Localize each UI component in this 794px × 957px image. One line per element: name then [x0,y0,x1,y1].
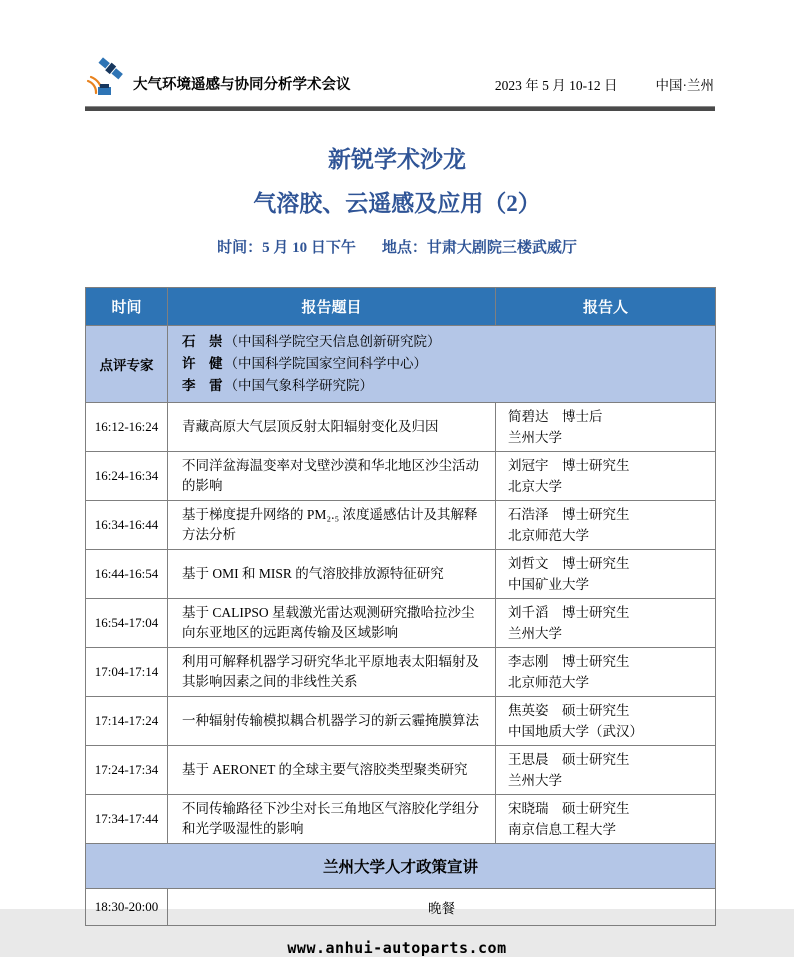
presenter-name: 石浩泽 博士研究生 [508,507,630,522]
talk-presenter-cell [496,746,716,795]
table-row [86,599,716,648]
banner-row [86,844,716,889]
expert-affiliation: （中国科学院国家空间科学中心） [224,356,427,371]
talk-time: 16:34-16:44 [86,501,168,550]
dinner-label: 晚餐 [168,889,716,926]
dinner-time: 18:30-20:00 [86,889,168,926]
talk-time: 16:44-16:54 [86,550,168,599]
table-row [86,697,716,746]
header-meta [495,74,714,98]
talk-time: 16:54-17:04 [86,599,168,648]
conference-name: 大气环境遥感与协同分析学术会议 [133,77,351,93]
talk-title: 利用可解释机器学习研究华北平原地表太阳辐射及其影响因素之间的非线性关系 [168,648,496,697]
column-time: 时间 [86,288,168,326]
presenter-name: 宋晓瑞 硕士研究生 [508,801,630,816]
header-row [86,288,716,326]
presenter-name: 李志刚 博士研究生 [508,654,630,669]
presenter-affiliation: 北京师范大学 [508,675,589,690]
expert-name: 石 崇 [182,334,223,349]
session-info [0,236,794,257]
page-header [0,0,794,98]
talk-title: 基于 CALIPSO 星载激光雷达观测研究撒哈拉沙尘向东亚地区的远距离传输及区域影响 [168,599,496,648]
session-place: 地点：甘肃大剧院三楼武威厅 [381,240,577,256]
dinner-row [86,889,716,926]
talk-presenter-cell [496,795,716,844]
presenter-name: 焦英姿 硕士研究生 [508,703,630,718]
table-header [86,288,716,326]
page-footer-url: www.anhui-autoparts.com [287,939,507,957]
talk-title: 基于 AERONET 的全球主要气溶胶类型聚类研究 [168,746,496,795]
talk-time: 17:24-17:34 [86,746,168,795]
presenter-affiliation: 北京大学 [508,479,562,494]
table-row [86,648,716,697]
session-title: 新锐学术沙龙 [328,147,466,172]
presenter-affiliation: 南京信息工程大学 [508,822,616,837]
talk-title: 青藏高原大气层顶反射太阳辐射变化及归因 [168,403,496,452]
talk-presenter-cell [496,648,716,697]
talk-presenter-cell [496,403,716,452]
talk-title: 基于梯度提升网络的 PM₂.₅ 浓度遥感估计及其解释方法分析 [168,501,496,550]
header-divider [85,106,715,111]
talk-title: 不同洋盆海温变率对戈壁沙漠和华北地区沙尘活动的影响 [168,452,496,501]
talk-presenter-cell [496,599,716,648]
table-row [86,403,716,452]
conference-location: 中国·兰州 [655,78,714,93]
talk-time: 16:12-16:24 [86,403,168,452]
expert-line [182,331,705,353]
presenter-name: 刘哲文 博士研究生 [508,556,630,571]
table-row [86,550,716,599]
talk-title: 不同传输路径下沙尘对长三角地区气溶胶化学组分和光学吸湿性的影响 [168,795,496,844]
expert-name: 李 雷 [182,378,223,393]
schedule-table [85,287,716,926]
talk-presenter-cell [496,501,716,550]
table-row [86,452,716,501]
talk-time: 17:04-17:14 [86,648,168,697]
session-subtitle: 气溶胶、云遥感及应用（2） [253,191,541,216]
table-row [86,501,716,550]
expert-affiliation: （中国气象科学研究院） [224,378,373,393]
expert-affiliation: （中国科学院空天信息创新研究院） [224,334,441,349]
table-row [86,795,716,844]
talk-presenter-cell [496,697,716,746]
presenter-name: 刘冠宇 博士研究生 [508,458,630,473]
talk-title: 一种辐射传输模拟耦合机器学习的新云霾掩膜算法 [168,697,496,746]
conference-date: 2023 年 5 月 10-12 日 [494,78,618,93]
column-presenter: 报告人 [496,288,716,326]
satellite-logo-icon [85,56,125,98]
presenter-affiliation: 兰州大学 [508,430,562,445]
presenter-affiliation: 中国地质大学（武汉） [508,724,643,739]
expert-line [182,353,705,375]
presenter-name: 简碧达 博士后 [508,409,603,424]
presenter-name: 刘千滔 博士研究生 [508,605,630,620]
banner-label: 兰州大学人才政策宣讲 [86,844,716,889]
schedule-rows [86,403,716,844]
talk-time: 16:24-16:34 [86,452,168,501]
expert-panel-row [86,326,716,403]
talk-time: 17:34-17:44 [86,795,168,844]
expert-list [168,326,716,403]
presenter-affiliation: 北京师范大学 [508,528,589,543]
column-topic: 报告题目 [168,288,496,326]
expert-name: 许 健 [182,356,223,371]
session-time: 时间：5 月 10 日下午 [217,240,356,256]
talk-title: 基于 OMI 和 MISR 的气溶胶排放源特征研究 [168,550,496,599]
presenter-affiliation: 兰州大学 [508,626,562,641]
presenter-name: 王思晨 硕士研究生 [508,752,630,767]
talk-presenter-cell [496,550,716,599]
talk-time: 17:14-17:24 [86,697,168,746]
title-block [0,141,794,257]
table-row [86,746,716,795]
talk-presenter-cell [496,452,716,501]
expert-line [182,375,705,397]
expert-label: 点评专家 [86,326,168,403]
presenter-affiliation: 兰州大学 [508,773,562,788]
presenter-affiliation: 中国矿业大学 [508,577,589,592]
